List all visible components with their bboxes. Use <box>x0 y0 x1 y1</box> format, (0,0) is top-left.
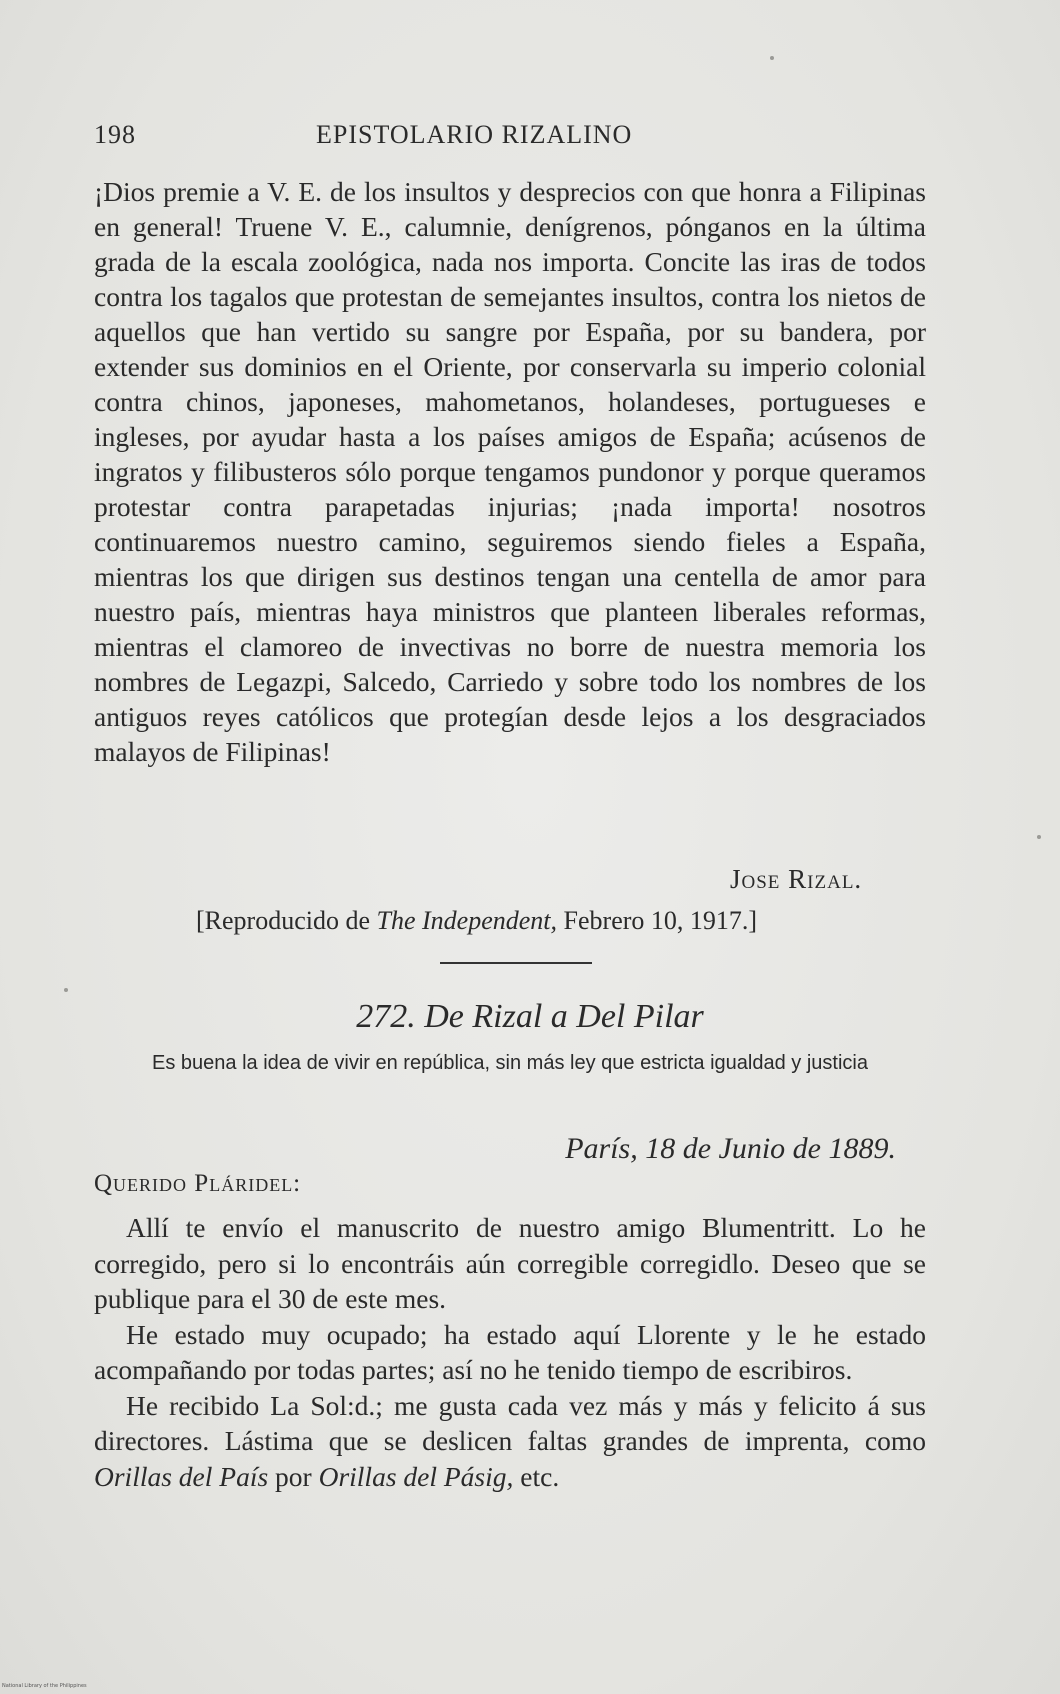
paper-speck <box>770 56 774 60</box>
letter-2-body <box>94 1210 926 1494</box>
source-suffix: Febrero 10, 1917.] <box>557 906 758 935</box>
signature: Jose Rizal. <box>730 864 863 894</box>
letter-summary: Es buena la idea de vivir en república, sin más ley que estricta igualdad y justicia <box>152 1052 868 1074</box>
page-number: 198 <box>94 120 136 149</box>
letter-heading: 272. De Rizal a Del Pilar <box>356 998 704 1035</box>
paragraph-text: etc. <box>513 1460 560 1492</box>
book-title: EPISTOLARIO RIZALINO <box>316 120 633 149</box>
paragraph-text: por <box>268 1460 319 1492</box>
source-prefix: [Reproducido de <box>196 906 377 935</box>
italic-phrase: Orillas del Pásig, <box>318 1460 514 1492</box>
section-divider <box>440 962 592 964</box>
paragraph: He estado muy ocupado; ha estado aquí Llorente y le he estado acompañando por todas partes; así no he tenido tiempo de escribiros. <box>94 1318 926 1385</box>
scan-footer-stamp: National Library of the Philippines <box>2 1683 87 1689</box>
paper-speck <box>1037 835 1041 839</box>
salutation: Querido Pláridel: <box>94 1170 302 1197</box>
letter-body: ¡Dios premie a V. E. de los insultos y desprecios con que honra a Filipinas en general! Truene V. E., calumnie, denígrenos, pónganos en la última grada de la escala zoológica, nada nos importa. Concite las iras de todos contra los tagalos que protestan de semejantes insultos, contra los nietos de aquellos que han vertido su sangre por España, por su bandera, por extender sus dominios en el Oriente, por conservarla su imperio colonial contra chinos, japoneses, mahometanos, holandeses, portugueses e ingleses, por ayudar hasta a los países amigos de España; acúsenos de ingratos y filibusteros sólo porque tengamos pundonor y porque queramos protestar contra parapetadas injurias; ¡nada importa! nosotros continuaremos nuestro camino, seguiremos siendo fieles a España, mientras los que dirigen sus destinos tengan una centella de amor para nuestro país, mientras haya ministros que planteen liberales reformas, mientras el clamoreo de invectivas no borre de nuestra memoria los nombres de Legazpi, Salcedo, Carriedo y sobre todo los nombres de los antiguos reyes católicos que protegían desde lejos a los desgraciados malayos de Filipinas! <box>94 176 926 767</box>
source-note <box>196 906 757 936</box>
paragraph-text: He recibido La Sol:d.; me gusta cada vez más y más y felicito á sus directores. Lástima que se deslicen faltas grandes de imprenta, como <box>94 1389 926 1456</box>
running-head <box>94 120 924 154</box>
dateline: París, 18 de Junio de 1889. <box>565 1132 896 1165</box>
source-publication: The Independent, <box>376 906 558 935</box>
paragraph <box>94 1388 926 1495</box>
paper-speck <box>64 988 68 992</box>
paragraph: Allí te envío el manuscrito de nuestro amigo Blumentritt. Lo he corregido, pero si lo encontráis aún corregible corregidlo. Deseo que se publique para el 30 de este mes. <box>94 1212 926 1314</box>
italic-phrase: Orillas del País <box>94 1460 269 1492</box>
